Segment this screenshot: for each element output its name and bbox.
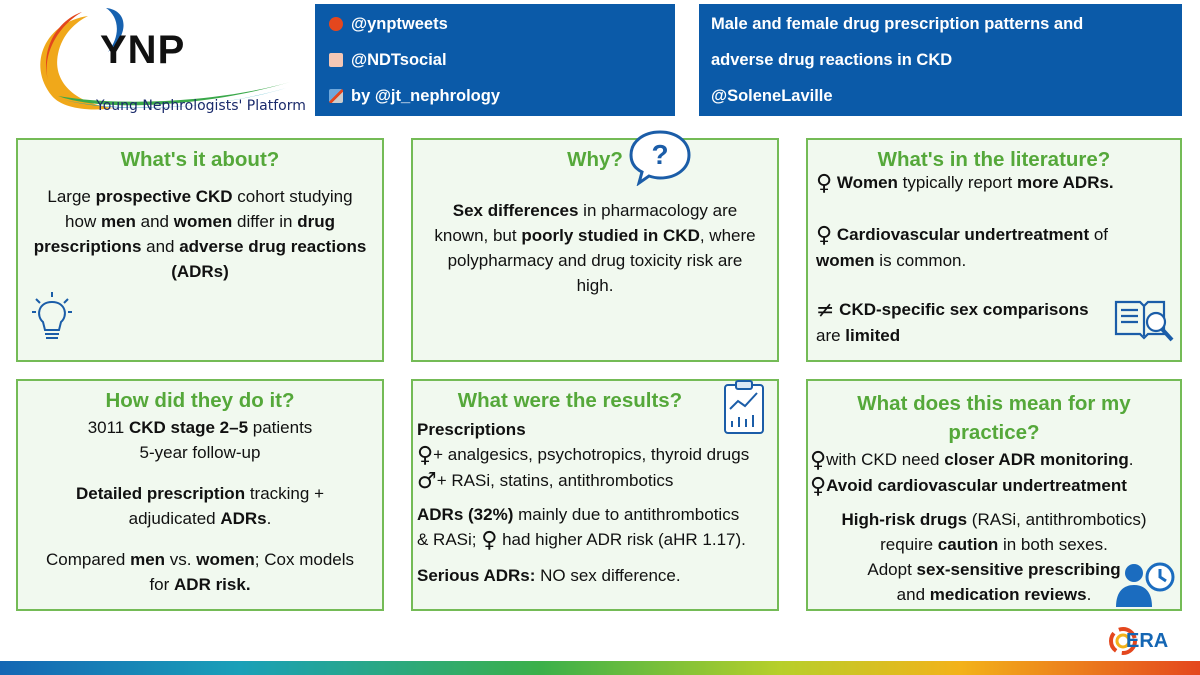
social-line-ndt[interactable] [329,42,675,78]
social-line-ynp[interactable] [329,6,675,42]
female-symbol-icon: ♀ [417,443,434,468]
card-how-title: How did they do it? [105,389,295,412]
card-results-text: Prescriptions ♀+ analgesics, psychotropics, thyroid drugs ♂+ RASi, statins, antithrombotics ADRs (32%) mainly due to antithrombotics & RASi; ♀ had higher ADR risk (aHR 1.17). Serious ADRs: NO sex difference. [417,420,750,585]
question-bubble-icon [625,128,695,186]
ynp-logo-text: YNP [100,28,186,72]
social-handle-ynp: @ynptweets [351,14,448,33]
card-how [16,379,384,611]
card-about-title: What's it about? [120,148,280,171]
clipboard-chart-icon [719,379,769,437]
card-why-title: Why? [567,148,623,171]
card-literature-text: ♀ Women typically report more ADRs. ♀ Cardiovascular undertreatment of women is common. ≠ CKD-specific sex comparisons are limited [816,171,1114,345]
journal-icon [329,53,343,67]
card-practice-text: ♀with CKD need closer ADR monitoring. ♀Avoid cardiovascular undertreatment [810,448,1134,499]
card-results [411,379,779,611]
social-handle-ndt: @NDTsocial [351,50,447,69]
svg-text:?: ? [651,139,669,170]
card-literature [806,138,1182,362]
card-about-text: Large prospective CKD cohort studying how men and women differ in drug prescriptions and adverse drug reactions (ADRs) [33,187,367,281]
female-symbol-icon: ♀ [816,171,833,196]
tweet-badge-icon [329,17,343,31]
card-practice-title: What does this mean for my practice? [857,392,1131,444]
gradient-footer-bar [0,661,1200,675]
paper-title-line2: adverse drug reactions in CKD [711,50,953,69]
pen-icon [329,89,343,103]
female-symbol-icon: ♀ [816,223,833,248]
card-practice-advice: High-risk drugs (RASi, antithrombotics) require caution in both sexes. Adopt sex-sensitive prescribing and medication reviews. [841,510,1147,604]
book-search-icon [1112,296,1176,344]
female-symbol-icon: ♀ [481,528,498,553]
male-symbol-icon: ♂ [417,469,437,494]
card-how-text: 3011 CKD stage 2–5 patients 5-year follow-up Detailed prescription tracking + adjudicated ADRs. Compared men vs. women; Cox models for ADR risk. [45,418,354,594]
doctor-clock-icon [1114,559,1176,609]
card-about [16,138,384,362]
card-why-text: Sex differences in pharmacology are known, but poorly studied in CKD, where polypharmacy and drug toxicity risk are high. [434,201,756,295]
social-handle-author: by @jt_nephrology [351,86,501,105]
paper-title-line1: Male and female drug prescription patterns and [711,14,1084,33]
paper-title-box [699,4,1182,116]
paper-author[interactable]: @SoleneLaville [711,86,833,105]
female-symbol-icon: ♀ [810,474,827,499]
social-handles-box [315,4,675,116]
ynp-logo-subtitle: Young Nephrologists' Platform [96,98,306,114]
card-why [411,138,779,362]
card-practice [806,379,1182,611]
era-logo-text: ERA [1126,630,1169,652]
lightbulb-icon [30,290,74,346]
social-line-author[interactable] [329,78,675,114]
card-literature-title: What's in the literature? [877,148,1111,171]
female-symbol-icon: ♀ [810,448,827,473]
era-logo [1108,626,1180,660]
not-equal-icon: ≠ [816,298,835,323]
card-results-title: What were the results? [457,389,683,412]
